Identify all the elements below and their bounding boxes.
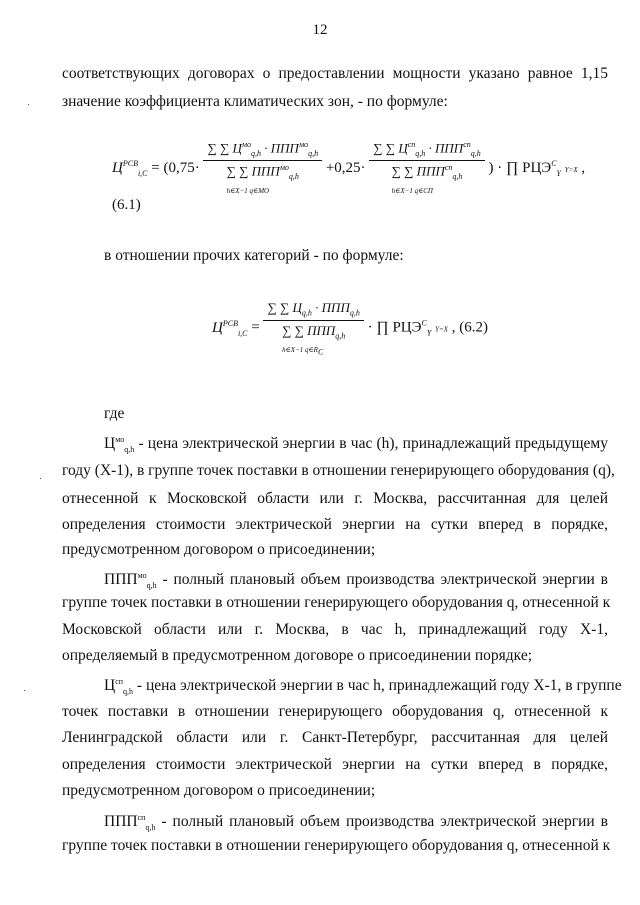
symbol-c-mo: $Ц^{мо}_{q,h}$ <box>104 435 135 455</box>
formula-1-fraction-2: ∑ ∑ $Ц^{сп}_{q,h} \cdot ППП^{сп}_{q,h}$ ∑ ∑ $ППП^{сп}_{q,h}$ h∈X−1 q∈СП <box>369 140 484 197</box>
def-4-line-1: $ППП^{сп}_{q,h}$ - полный плановый объем производства электрической энергии в <box>104 813 608 833</box>
symbol-ppp-mo: $ППП^{мо}_{q,h}$ <box>104 571 157 591</box>
def-2-line-2: группе точек поставки в отношении генерирующего оборудования q, отнесенной к <box>62 594 611 611</box>
def-3-line-5: предусмотренном договором о присоединении; <box>62 782 376 799</box>
formula-label-6-1: , (6.1) <box>112 159 586 213</box>
def-3-line-1: $Ц^{сп}_{q,h}$ - цена электрической энергии в час h, принадлежащий году Х-1, в группе <box>104 677 622 697</box>
scan-speck <box>24 690 25 691</box>
formula-6-1: $Ц^{РСВ}_{i,C} = (0,75\cdot$ ∑ ∑ $Ц^{мо}_{q,h} \cdot ППП^{мо}_{q,h}$ ∑ ∑ $ППП^{мо}_{q,h}$ h∈X−1 q∈МО +0,25· ∑ ∑ $Ц^{сп}_{q,h} \cdot ППП^{сп}_{q,h}$ ∑ ∑ $ППП^{сп}_{q,h}$ h∈X−1 q∈СП ) · ∏ $РЦЭ^C_Y$ Y=X , (6.1) <box>112 140 586 213</box>
symbol-ppp-sp: $ППП^{сп}_{q,h}$ <box>104 813 156 833</box>
formula-label-6-2: , (6.2) <box>451 319 488 336</box>
scan-speck <box>40 478 41 479</box>
def-3-line-4: определения стоимости электрической энергии на сутки вперед в порядке, <box>62 756 608 773</box>
def-1-line-5: предусмотренном договором о присоединении; <box>62 541 376 558</box>
formula-1-lhs: $Ц^{РСВ}_{i,C}$ <box>112 158 148 178</box>
def-1-line-2: году (X-1), в группе точек поставки в отношении генерирующего оборудования (q), <box>62 462 615 479</box>
formula-1-fraction-1: ∑ ∑ $Ц^{мо}_{q,h} \cdot ППП^{мо}_{q,h}$ ∑ ∑ $ППП^{мо}_{q,h}$ h∈X−1 q∈МО <box>203 140 322 197</box>
def-2-line-4: определяемый в предусмотренном договоре о присоединении порядке; <box>62 647 533 664</box>
def-4-line-2: группе точек поставки в отношении генерирующего оборудования q, отнесенной к <box>62 837 611 854</box>
intro-line-2: значение коэффициента климатических зон, - по формуле: <box>62 93 448 110</box>
page-number: 12 <box>312 22 328 38</box>
def-2-line-3: Московской области или г. Москва, в час h, принадлежащий году Х-1, <box>62 621 608 638</box>
symbol-c-sp: $Ц^{сп}_{q,h}$ <box>104 677 134 697</box>
def-1-line-1: $Ц^{мо}_{q,h}$ - цена электрической энергии в час (h), принадлежащий предыдущему <box>104 435 608 455</box>
def-1-line-4: определения стоимости электрической энергии на сутки вперед в порядке, <box>62 516 608 533</box>
def-1-line-3: отнесенной к Московской области или г. Москва, рассчитанная для целей <box>62 490 608 507</box>
where-label: где <box>104 405 125 422</box>
formula-2-fraction: ∑ ∑ $Ц_{q,h} \cdot ППП_{q,h}$ ∑ ∑ $ППП_{q,h}$ h∈X−1 $q\in R_C$ <box>263 300 363 357</box>
def-3-line-3: Ленинградской области или г. Санкт-Петербург, рассчитанная для целей <box>62 729 608 746</box>
formula-2-lhs: $Ц^{РСВ}_{i,C}$ <box>212 318 248 338</box>
def-3-line-2: точек поставки в отношении генерирующего оборудования q, отнесенной к <box>62 703 608 720</box>
def-2-line-1: $ППП^{мо}_{q,h}$ - полный плановый объем производства электрической энергии в <box>104 571 608 591</box>
mid-line: в отношении прочих категорий - по формуле: <box>104 247 404 264</box>
intro-line-1: соответствующих договорах о предоставлении мощности указано равное 1,15 <box>62 65 608 82</box>
formula-6-2: $Ц^{РСВ}_{i,C}$ = ∑ ∑ $Ц_{q,h} \cdot ППП_{q,h}$ ∑ ∑ $ППП_{q,h}$ h∈X−1 $q\in R_C$ · ∏ $РЦЭ^C_Y$ Y=X , (6.2) <box>212 300 488 357</box>
scan-speck <box>28 104 29 105</box>
